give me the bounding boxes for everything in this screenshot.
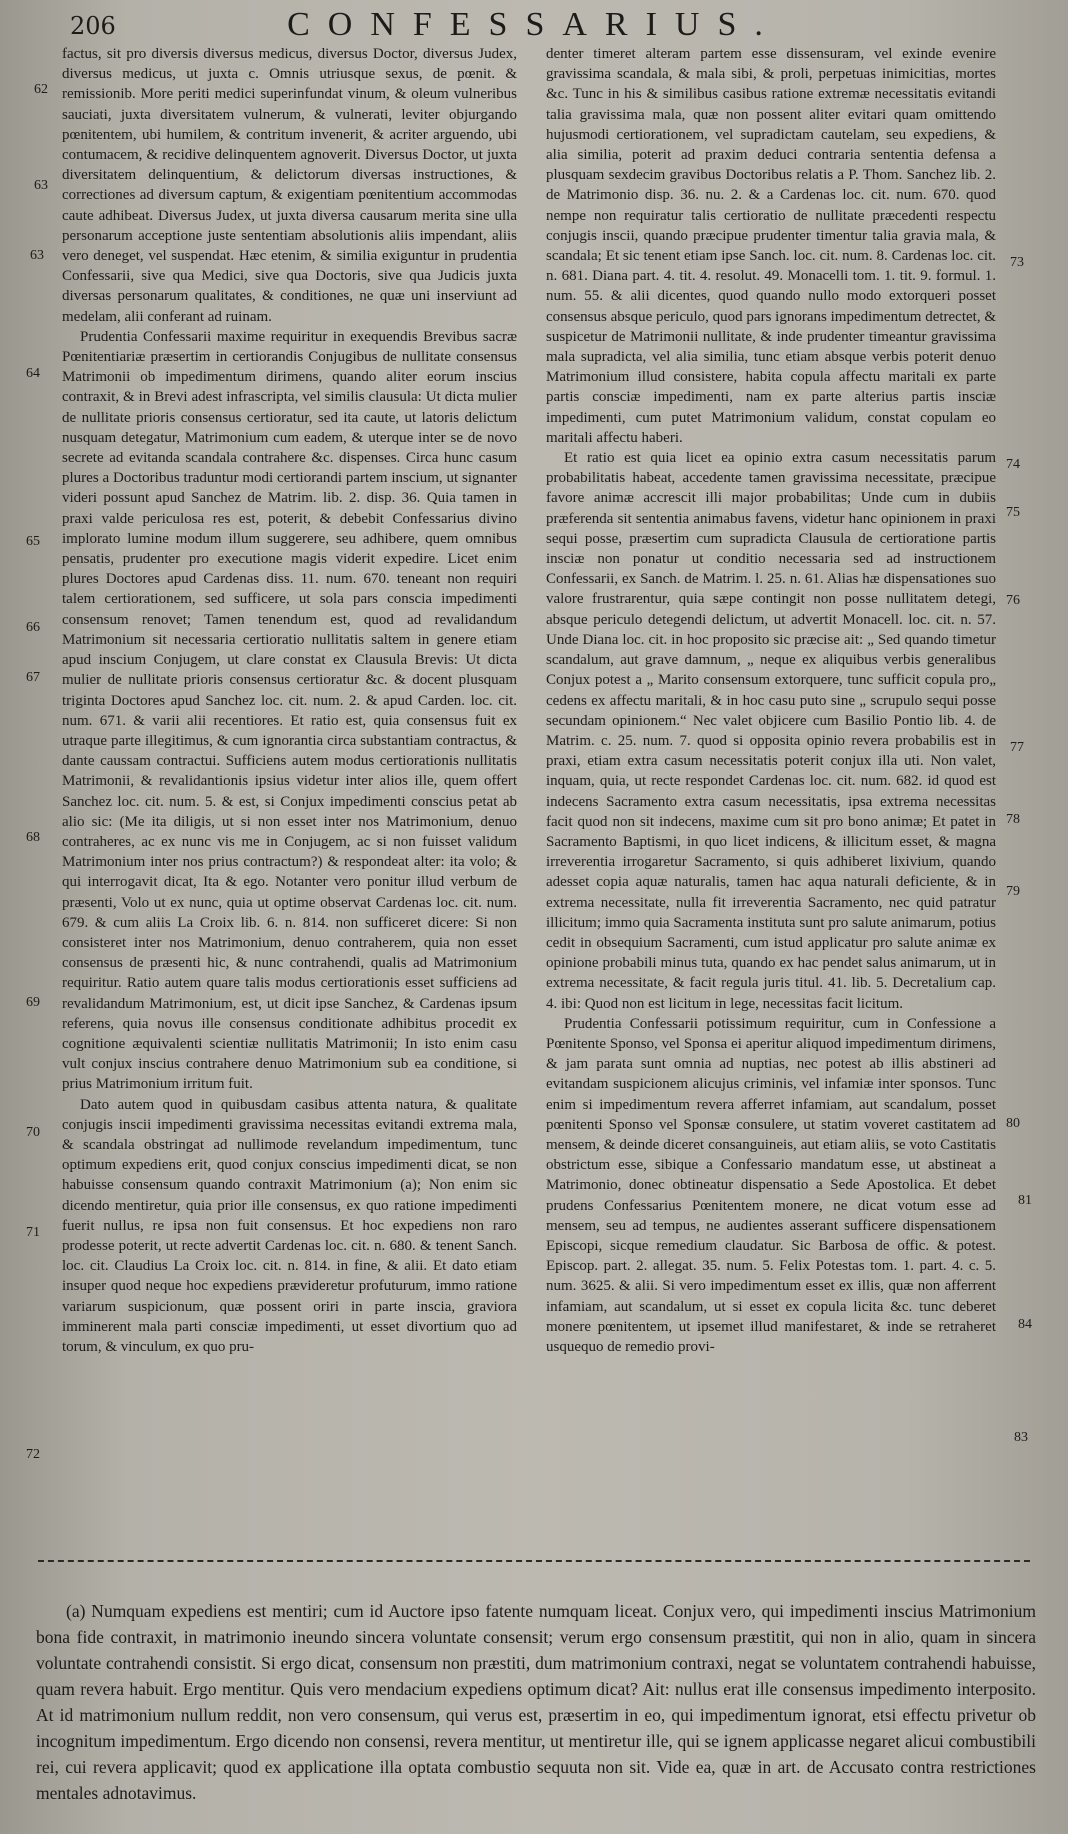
margin-number: 70 xyxy=(26,1125,40,1140)
margin-number: 63 xyxy=(30,248,44,263)
margin-number: 73 xyxy=(1010,255,1024,270)
footnote: (a) Numquam expediens est mentiri; cum id Auctore ipso fatente numquam liceat. Conjux vero, qui impedimenti inscius Matrimonium bona fide contraxit, in matrimonio ineundo sincera voluntate consensit; verum ergo consensum præstitit, qui non in alio, quam in sincera voluntate contrahendi consistit. Si ergo dicat, consensum non præstiti, dum matrimonium contraxi, negat se voluntatem contrahendi habuisse, quam revera habuit. Ergo mentitur. Quis vero mendacium expediens optimum dicat? Ait: nullus erat ille consensus impedimento interposito. At id matrimonium nullum reddit, non vero consensum, qui verus est, præsertim in eo, qui impedimentum ignorat, etsi effectu privetur ob incognitum impedimentum. Ergo dicendo non consensi, revera mentitur, ut mentiretur ille, qui se ignem applicasse negaret alicui combustibili rei, cui revera applicavit; quod ex applicatione illa optata combustio sequuta non sit. Vide ea, quæ in art. de Accusato contra restrictiones mentales adnotavimus. xyxy=(36,1600,1036,1803)
page-header xyxy=(0,4,1068,44)
margin-number: 72 xyxy=(26,1447,40,1462)
right-paragraph-3: Prudentia Confessarii potissimum requiritur, cum in Confessione a Pœnitente Sponso, vel Sponsa ei aperitur aliquod impedimentum dirimens, & jam parata sunt omnia ad nuptias, nec potest ab illis abstineri ad evitandam suspicionem alicujus criminis, vel infamiæ inter sponsos. Tunc enim si impedimentum revera afferret infamiam, aut scandalum, posset pœnitenti Sponso vel Sponsæ consulere, ut statim voveret castitatem ad mensem, & deinde diceret consanguineis, aut etiam aliis, se voto Castitatis obstrictum esse, sibique a Confessario mandatum esse, ut abstineat a Matrimonio, donec obtineatur dispensatio a Sede Apostolica. Et debet prudens Confessarius Pœnitentem monere, ne dicat votum esse ad mensem, seu ad tempus, ne audientes asserant sufficere dispensationem Episcopi, sicque remedium claudatur. Sic Barbosa de offic. & potest. Episcop. part. 2. allegat. 35. num. 5. Felix Potestas tom. 1. part. 4. c. 5. num. 3625. & alii. Si vero impedimentum esset ex illis, quæ non afferrent infamiam, aut scandalum, ut si esset ex copula licita &c. tunc deberet monere pœnitentem, ut ipsemet illud manifestaret, & inde se retraheret usquequo de remedio provi- xyxy=(546,1015,996,1355)
left-paragraph-2: Prudentia Confessarii maxime requiritur in exequendis Brevibus sacræ Pœnitentiariæ præsertim in certiorandis Conjugibus de nullitate consensus Matrimonii ob impedimentum dirimens, quando aliter eorum inscius contraxit, & in Brevi adest infrascripta, vel similis clausula: Ut dicta mulier de nullitate prioris consensus certioratur, sed ita caute, ut latoris delictum nusquam detegatur, Matrimonium cum eadem, & uterque inter se de novo secrete ad evitanda scandala contrahere &c. dispenses. Circa hunc casum plures a Doctoribus traduntur modi certiorandi partem inscium, ut signanter videri possunt apud Sanchez de Matrim. lib. 2. disp. 36. Quia tamen in praxi valde periculosa res est, poterit, & debebit Confessarius divino implorato lumine modum illum suggerere, seu adhibere, quem omnibus pensatis, prudenter pro executione magis viderit expedire. Licet enim plures Doctores apud Cardenas diss. 11. num. 670. teneant non requiri talem certiorationem, sed sufficere, ut sola pars conscia impedimenti consensum renovet; Tamen tenendum est, quod ad revalidandum Matrimonium sit necessaria certioratio nullitatis saltem in genere etiam apud inscium Conjugem, ut clare constat ex Clausula Brevis: Ut dicta mulier de nullitate prioris consensus certioratur &c. & docent plusquam triginta Doctores apud Sanchez loc. cit. num. 2. & apud Carden. loc. cit. num. 671. & varii alii recentiores. Et ratio est, quia consensus fuit ex utraque parte illegitimus, & cum ignorantia circa substantiam contractus, & dante caussam contractui. Sufficiens autem modus certiorationis nullitatis Matrimonii, & revalidantionis ipsius videtur inter alios ille, quem offert Sanchez loc. cit. num. 5. & est, si Conjux impedimenti conscius petat ab alio sic: (Me ita diligis, ut si non esset inter nos Matrimonium, denuo contraheres, ac ex nunc vis me in Conjugem, ac si non fuisset validum Matrimonium inter nos prius contractum?) & respondeat alter: ita volo; & qui interrogavit dicat, Ita & ego. Notanter vero ponitur illud verbum de præsenti, Volo ut ex nunc, quia ut optime observat Cardenas loc. cit. num. 679. & cum aliis La Croix lib. 6. n. 814. non sufficeret dicere: Si non consisteret inter nos Matrimonium, denuo contraherem, quia non esset consensus de præsenti hic, & nunc contrahendi, qualis ad Matrimonium requiritur. Ratio autem quare talis modus certiorationis esset sufficiens ad revalidandum Matrimonium, est, ut dicit ipse Sanchez, & Cardenas ipsum referens, quia novus ille consensus conditionate adhibitus procedit ex cognitione æquivalenti scientiæ nullitatis Matrimonii; In isto enim casu vult conjux inscius contrahere denuo Matrimonium sub ea conditione, si prius Matrimonium irritum fuit. xyxy=(62,328,517,1093)
footnote-rule xyxy=(38,1560,1030,1562)
margin-number: 65 xyxy=(26,534,40,549)
margin-number: 66 xyxy=(26,620,40,635)
margin-number: 68 xyxy=(26,830,40,845)
margin-number: 63 xyxy=(34,178,48,193)
margin-number: 74 xyxy=(1006,457,1020,472)
right-column xyxy=(546,44,996,1564)
margin-number: 84 xyxy=(1018,1317,1032,1332)
margin-number: 69 xyxy=(26,995,40,1010)
margin-number: 71 xyxy=(26,1225,40,1240)
left-column xyxy=(62,44,517,1564)
running-title: CONFESSARIUS. xyxy=(287,6,781,43)
margin-number: 81 xyxy=(1018,1193,1032,1208)
left-paragraph-3: Dato autem quod in quibusdam casibus attenta natura, & qualitate conjugis inscii impedimenti gravissima necessitas evitandi extrema mala, & scandala obstringat ad nullimode revelandum impedimentum, tunc optimum expediens erit, quod conjux conscius impedimenti dicat, se non habuisse consensum quando contraxit Matrimonium (a); Non enim sic dicendo mentiretur, quia prior ille consensus, ex quo ratione impedimenti fuerit nullus, re ipsa non fuit consensus. Et hoc expediens non raro prodesse poterit, ut recte advertit Cardenas loc. cit. n. 680. & tenent Sanch. loc. cit. Claudius La Croix loc. cit. n. 814. in fine, & alii. Et dato etiam insuper quod neque hoc expediens prævideretur profuturum, immo ratione variarum suspicionum, quæ possent oriri in parte inscia, graviora imminerent mala parti consciæ impedimenti, ut esset divortium quo ad torum, & vinculum, ex quo pru- xyxy=(62,1096,517,1355)
margin-number: 75 xyxy=(1006,505,1020,520)
margin-number: 83 xyxy=(1014,1430,1028,1445)
right-paragraph-1: denter timeret alteram partem esse dissensuram, vel exinde evenire gravissima scandala, & mala sibi, & proli, perpetuas inimicitias, mortes &c. Tunc in his & similibus casibus ratione extremæ necessitatis evitandi talia gravissima mala, quæ non possent aliter evitari quam omittendo hujusmodi certiorationem, vel supradictam cautelam, seu expediens, & alia similia, poterit ad praxim deduci contraria sententia defensa a plusquam sexdecim gravibus Doctoribus relatis a P. Thom. Sanchez lib. 2. de Matrimonio disp. 36. nu. 2. & a Cardenas loc. cit. num. 670. quod nempe non requiratur talis certioratio de nullitate præcedenti respectu conjugis inscii, quando præcipue prudenter timentur talia gravia mala, & scandala; Et sic tenent etiam ipse Sanch. loc. cit. num. 8. Cardenas loc. cit. n. 681. Diana part. 4. tit. 4. resolut. 49. Monacelli tom. 1. tit. 9. formul. 1. num. 55. & alii dicentes, quod quando nullo modo extorqueri posset consensus absque periculo, quod pars ignorans impedimentum detrectet, & suspicetur de Matrimonii nullitate, & inde prudenter timeantur gravissima mala supradicta, vel alia similia, tunc etiam absque verbis poterit denuo Matrimonium illud consistere, habita copula affectu maritali ex parte partis consciæ impedimenti, nam ex parte alterius partis insciæ impedimenti, cum putet Matrimonium validum, constat copulam eo maritali affectu haberi. xyxy=(546,46,996,446)
margin-number: 62 xyxy=(34,82,48,97)
margin-number: 67 xyxy=(26,670,40,685)
right-paragraph-2: Et ratio est quia licet ea opinio extra casum necessitatis parum probabilitatis habeat, accedente tamen gravissima necessitate, præcipue favore animæ accrescit illi major probabilitas; Unde cum in dubiis præferenda sit sententia animabus favens, videtur hanc opinionem in praxi sequi posse, præsertim cum supradicta Clausula de certioratione partis insciæ non ponatur ut conditio necessaria sed ad instructionem Confessarii, ex Sanch. de Matrim. l. 25. n. 61. Alias hæ dispensationes suo valore frustrarentur, quia sæpe contingit non posse nullitatem detegi, absque periculo detegendi delictum, ut advertit Monacell. loc. cit. n. 57. Unde Diana loc. cit. in hoc proposito sic præcise ait: „ Sed quando timetur scandalum, aut grave damnum, „ neque ex aliquibus verbis generalibus Conjux potest a „ Marito consensum extorquere, tunc sufficit copula pro„ cedens ex affectu maritali, & in hoc casu puto sine „ scrupulo sequi posse secundam opinionem.“ Nec valet objicere cum Basilio Pontio lib. 4. de Matrim. c. 25. num. 7. quod si opposita opinio revera probabilis est in praxi, etiam extra casum necessitatis poterit conjux illa uti. Non valet, inquam, quia, ut recte respondet Cardenas loc. cit. num. 682. id quod est indecens Sacramento extra casum necessitatis, ipsa extrema necessitas facit quod non sit indecens, maxime cum sit pro bono animæ; Et patet in Sacramento Baptismi, in quo licet indicens, & illicitum esset, & magna irreverentia irrogaretur Sacramento, si quis adhiberet lixivium, quando adesset copia aquæ naturalis, tamen hac aqua naturali deficiente, & in extrema necessitate, nulla fit irreverentia Sacramento, nec quid patratur illicitum; immo quia Sacramenta instituta sunt pro salute animarum, potius cedit in obsequium Sacramenti, cum istud applicatur pro salute animæ ex opinione probabili minus tuta, quando ex hac pendet salus animarum, ut in extrema necessitate, & facit regula juris titul. 41. lib. 5. Decretalium cap. 4. ibi: Quod non est licitum in lege, necessitas facit licitum. xyxy=(546,450,996,1012)
left-paragraph-1: factus, sit pro diversis diversus medicus, diversus Doctor, diversus Judex, diversus medicus, ut juxta c. Omnis utriusque sexus, de pœnit. & remissionib. More periti medici superinfundat vinum, & oleum vulneribus sauciati, juxta diversitatem vulnerum, & vulnerati, leviter objurgando pœnitentem, ubi humilem, & contritum invenerit, & acriter arguendo, ubi contumacem, & recidive delinquentem agnoverit. Diversus Doctor, ut juxta diversitatem delinquentium, & delictorum diversas instructiones, & correctiones ad diversum captum, & exigentiam pœnitentium accommodas caute adhibeat. Diversus Judex, ut juxta diversa causarum merita sine ulla personarum acceptione juste sententiam absolutionis aliis impendant, aliis vero deneget, vel suspendat. Hæc etenim, & similia exiguntur in prudentia Confessarii, sive qua Medici, sive qua Doctoris, sive qua Judicis juxta diversas personarum qualitates, & conditiones, ne quæ uni inserviunt ad medelam, alii conferant ad ruinam. xyxy=(62,46,517,325)
margin-number: 77 xyxy=(1010,740,1024,755)
margin-number: 79 xyxy=(1006,884,1020,899)
margin-number: 78 xyxy=(1006,812,1020,827)
margin-number: 64 xyxy=(26,366,40,381)
margin-number: 76 xyxy=(1006,593,1020,608)
margin-number: 80 xyxy=(1006,1116,1020,1131)
page-number: 206 xyxy=(70,12,116,40)
